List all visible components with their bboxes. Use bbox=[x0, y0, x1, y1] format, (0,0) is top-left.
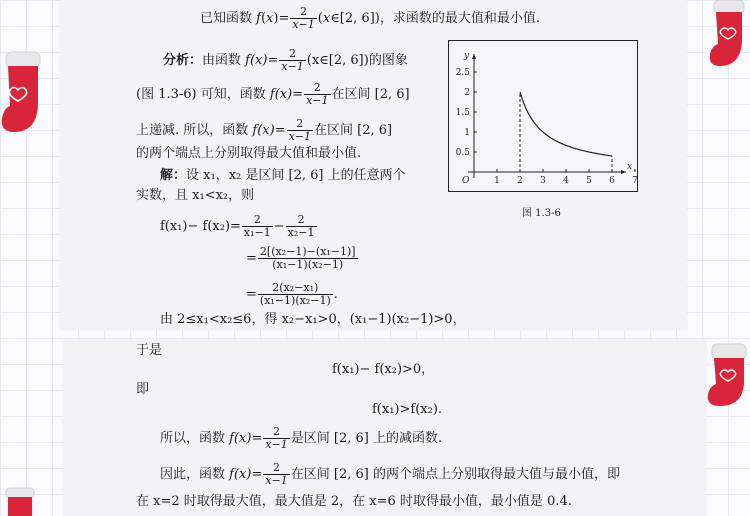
x-tick-label: 4 bbox=[563, 176, 569, 186]
equation-1: f(x₁)− f(x₂)= $\frac{2}{\text{x₁−1}}$ − $\frac{2}{\text{x₂−1}}$ bbox=[160, 213, 315, 239]
series-line bbox=[520, 92, 612, 156]
y-axis-arrow-icon bbox=[472, 54, 476, 59]
stocking-right-icon bbox=[704, 344, 750, 410]
x-tick-label: 7 bbox=[632, 176, 638, 186]
y-tick-label: 1 bbox=[464, 128, 470, 138]
figure-caption: 图 1.3-6 bbox=[522, 208, 561, 219]
ji-text: 即 bbox=[136, 382, 150, 397]
condition-line: 由 2≤x₁<x₂≤6，得 x₂−x₁>0，(x₁−1)(x₂−1)>0， bbox=[160, 312, 466, 327]
equation-2: = $\frac{\text{2[(x₂−1)−(x₁−1)]}}{\text{(x₁−1)(x₂−1)}}$ bbox=[246, 245, 356, 271]
y-tick-label: 2 bbox=[464, 88, 470, 98]
analysis-line-3: 上递减. 所以，函数 f(x)= $\frac{2}{x-1}$ 在区间 [2, 6] bbox=[136, 117, 393, 143]
x-tick-label: 3 bbox=[540, 176, 546, 186]
x-tick-label: 6 bbox=[609, 176, 615, 186]
x-tick-label: 5 bbox=[586, 176, 592, 186]
conclusion-line-2: 因此，函数 f(x)= $\frac{2}{x-1}$ 在区间 [2, 6] 的两个端点上分别取得最大值与最小值，即 bbox=[160, 461, 620, 487]
x-tick-label: 1 bbox=[494, 176, 500, 186]
solution-line-1: 解：设 x₁，x₂ 是区间 [2, 6] 上的任意两个 bbox=[160, 168, 406, 183]
solution-line-2: 实数，且 x₁<x₂，则 bbox=[136, 188, 255, 203]
analysis-line-4: 的两个端点上分别取得最大值和最小值. bbox=[136, 146, 362, 161]
y-tick-label: 2.5 bbox=[455, 68, 470, 78]
analysis-line-1: 分析：由函数 f(x)= $\frac{2}{x-1}$ (x∈[2, 6])的图象 bbox=[163, 47, 408, 73]
stocking-top-right-icon bbox=[708, 0, 750, 70]
x-tick-label: 2 bbox=[517, 176, 523, 186]
conclusion-line-3: 在 x=2 时取得最大值，最大值是 2，在 x=6 时取得最小值，最小值是 0.4. bbox=[136, 494, 572, 509]
x-axis-arrow-icon bbox=[621, 170, 626, 174]
y-axis-label: y bbox=[464, 51, 470, 61]
y-tick-label: 0.5 bbox=[455, 148, 470, 158]
origin-label: O bbox=[462, 176, 470, 186]
conclusion-line-1: 所以，函数 f(x)= $\frac{2}{x-1}$ 是区间 [2, 6] 上的减函数. bbox=[160, 425, 443, 451]
x-axis-label: x bbox=[627, 162, 633, 172]
stocking-left-icon bbox=[0, 52, 48, 138]
inequality-2: f(x₁)>f(x₂). bbox=[372, 402, 443, 417]
stocking-bottom-left-icon bbox=[0, 488, 40, 516]
problem-statement: 已知函数 f(x)= $\frac{2}{x-1}$ (x∈[2, 6])，求函数的最大值和最小值. bbox=[200, 5, 540, 31]
analysis-line-2: (图 1.3-6) 可知，函数 f(x)= $\frac{2}{x-1}$ 在区间 [2, 6] bbox=[136, 81, 410, 107]
yushi-text: 于是 bbox=[136, 343, 163, 358]
y-tick-label: 1.5 bbox=[455, 108, 470, 118]
equation-3: = $\frac{\text{2(x₂−x₁)}}{\text{(x₁−1)(x₂−1)}}$ . bbox=[246, 281, 338, 307]
inequality-1: f(x₁)− f(x₂)>0， bbox=[332, 362, 435, 377]
function-graph bbox=[448, 40, 636, 190]
